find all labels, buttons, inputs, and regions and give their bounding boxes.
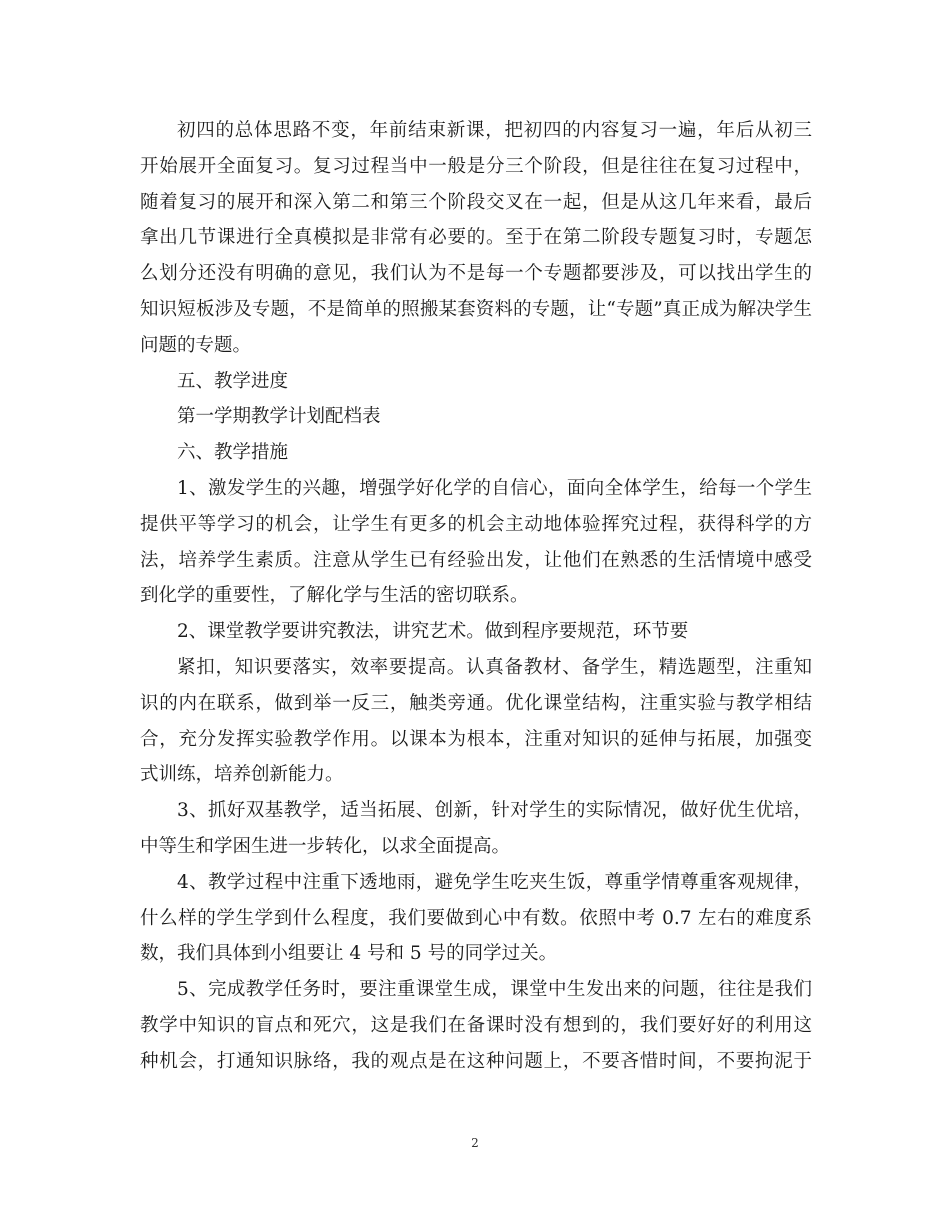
- body-text: [140, 113, 812, 1080]
- text-line: 4、教学过程中注重下透地雨，避免学生吃夹生饭，尊重学情尊重客观规律，: [177, 871, 812, 893]
- text-line: 初四的总体思路不变，年前结束新课，把初四的内容复习一遍，年后从初三: [177, 120, 812, 141]
- text-line: 第一学期教学计划配档表: [177, 406, 381, 428]
- text-line: 式训练，培养创新能力。: [140, 764, 344, 786]
- text-line: 法，培养学生素质。注意从学生已有经验出发，让他们在熟悉的生活情境中感受: [140, 549, 812, 571]
- text-line: 六、教学措施: [177, 442, 289, 464]
- text-line: 么划分还没有明确的意见，我们认为不是每一个专题都要涉及，可以找出学生的: [140, 263, 812, 285]
- text-line: 拿出几节课进行全真模拟是非常有必要的。至于在第二阶段专题复习时，专题怎: [140, 227, 812, 249]
- text-line: 随着复习的展开和深入第二和第三个阶段交叉在一起，但是从这几年来看，最后: [140, 191, 812, 213]
- text-line: 2、课堂教学要讲究教法，讲究艺术。做到程序要规范，环节要: [177, 621, 689, 643]
- text-line: 到化学的重要性，了解化学与生活的密切联系。: [140, 585, 529, 607]
- text-line: 1、激发学生的兴趣，增强学好化学的自信心，面向全体学生，给每一个学生: [177, 477, 812, 499]
- text-line: 紧扣，知识要落实，效率要提高。认真备教材、备学生，精选题型，注重知: [177, 656, 812, 678]
- text-line: 教学中知识的盲点和死穴，这是我们在备课时没有想到的，我们要好好的利用这: [140, 1014, 812, 1036]
- text-line: 知识短板涉及专题，不是简单的照搬某套资料的专题，让“专题”真正成为解决学生: [140, 298, 812, 320]
- page-number: 2: [471, 1136, 479, 1150]
- text-line: 种机会，打通知识脉络，我的观点是在这种问题上，不要吝惜时间，不要拘泥于: [140, 1050, 812, 1072]
- text-line: 问题的专题。: [140, 334, 252, 356]
- text-line: 开始展开全面复习。复习过程当中一般是分三个阶段，但是往往在复习过程中，: [140, 155, 812, 177]
- text-line: 中等生和学困生进一步转化，以求全面提高。: [140, 835, 511, 857]
- text-line: 什么样的学生学到什么程度，我们要做到心中有数。依照中考 0.7 左右的难度系: [140, 907, 812, 929]
- text-line: 合，充分发挥实验教学作用。以课本为根本，注重对知识的延伸与拓展，加强变: [140, 728, 812, 750]
- text-line: 数，我们具体到小组要让 4 号和 5 号的同学过关。: [140, 943, 558, 965]
- text-line: 5、完成教学任务时，要注重课堂生成，课堂中生发出来的问题，往往是我们: [177, 979, 812, 1001]
- text-line: 识的内在联系，做到举一反三，触类旁通。优化课堂结构，注重实验与教学相结: [140, 692, 812, 714]
- text-line: 3、抓好双基教学，适当拓展、创新，针对学生的实际情况，做好优生优培，: [177, 800, 812, 822]
- text-line: 五、教学进度: [177, 370, 289, 392]
- text-line: 提供平等学习的机会，让学生有更多的机会主动地体验挥究过程，获得科学的方: [140, 513, 812, 535]
